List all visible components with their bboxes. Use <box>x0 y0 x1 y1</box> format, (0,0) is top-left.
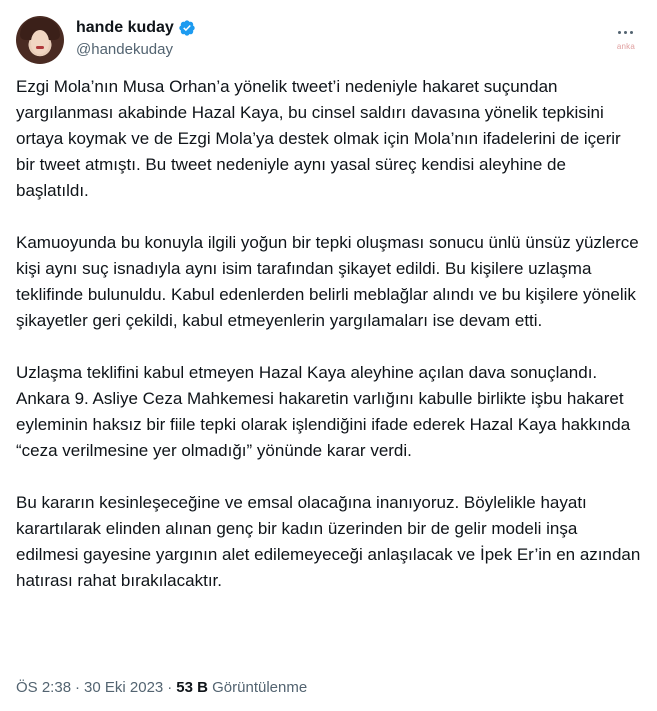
tweet-paragraph: Kamuoyunda bu konuyla ilgili yoğun bir tepki oluşması sonucu ünlü ünsüz yüzlerce kişi aynı suç isnadıyla aynı isim tarafından şikayet edildi. Bu kişilere uzlaşma teklifinde bulunuldu. Kabul edenlerden belirli meblağlar alındı ve bu kişilere yönelik şikayetler geri çekildi, kabul etmeyenlerin yargılamaları ise devam etti. <box>16 233 639 330</box>
meta-separator: · <box>75 679 81 696</box>
tweet-text <box>16 74 641 594</box>
verified-badge-icon[interactable] <box>178 19 196 37</box>
tweet-header <box>16 12 641 64</box>
tweet-date[interactable]: 30 Eki 2023 <box>84 679 164 696</box>
tweet-time[interactable]: ÖS 2:38 <box>16 679 72 696</box>
meta-separator: · <box>167 679 173 696</box>
more-options-icon[interactable] <box>613 20 637 44</box>
avatar[interactable] <box>16 16 64 64</box>
tweet-paragraph: Ezgi Mola’nın Musa Orhan’a yönelik tweet’i nedeniyle hakaret suçundan yargılanması akabinde Hazal Kaya, bu cinsel saldırı davasına yönelik tepkisini ortaya koymak ve de Ezgi Mola’ya destek olmak için Mola’nın ifadelerini de içerir bir tweet atmıştı. Bu tweet nedeniyle aynı yasal süreç kendisi aleyhine de başlatıldı. <box>16 77 621 200</box>
watermark: anka <box>616 42 635 51</box>
display-name[interactable]: hande kuday <box>76 19 174 36</box>
views-label: Görüntülenme <box>212 679 308 696</box>
handle[interactable]: @handekuday <box>76 41 173 58</box>
views-count[interactable]: 53 B <box>176 679 208 696</box>
tweet-meta <box>16 678 307 698</box>
tweet-paragraph: Bu kararın kesinleşeceğine ve emsal olacağına inanıyoruz. Böylelikle hayatı karartılarak elinden alınan genç bir kadın üzerinden bir de gelir modeli inşa edilmesi gayesine yargının alet edilemeyeceği anlaşılacak ve İpek Er’in en azından hatırası rahat bırakılacaktır. <box>16 493 641 590</box>
author-names <box>76 18 196 60</box>
tweet-paragraph: Uzlaşma teklifini kabul etmeyen Hazal Kaya aleyhine açılan dava sonuçlandı. Ankara 9. Asliye Ceza Mahkemesi hakaretin varlığını kabulle birlikte işbu hakaret eyleminin haksız bir fiile tepki olarak işlendiğini ifade ederek Hazal Kaya hakkında “ceza verilmesine yer olmadığı” yönünde karar verdi. <box>16 363 631 460</box>
